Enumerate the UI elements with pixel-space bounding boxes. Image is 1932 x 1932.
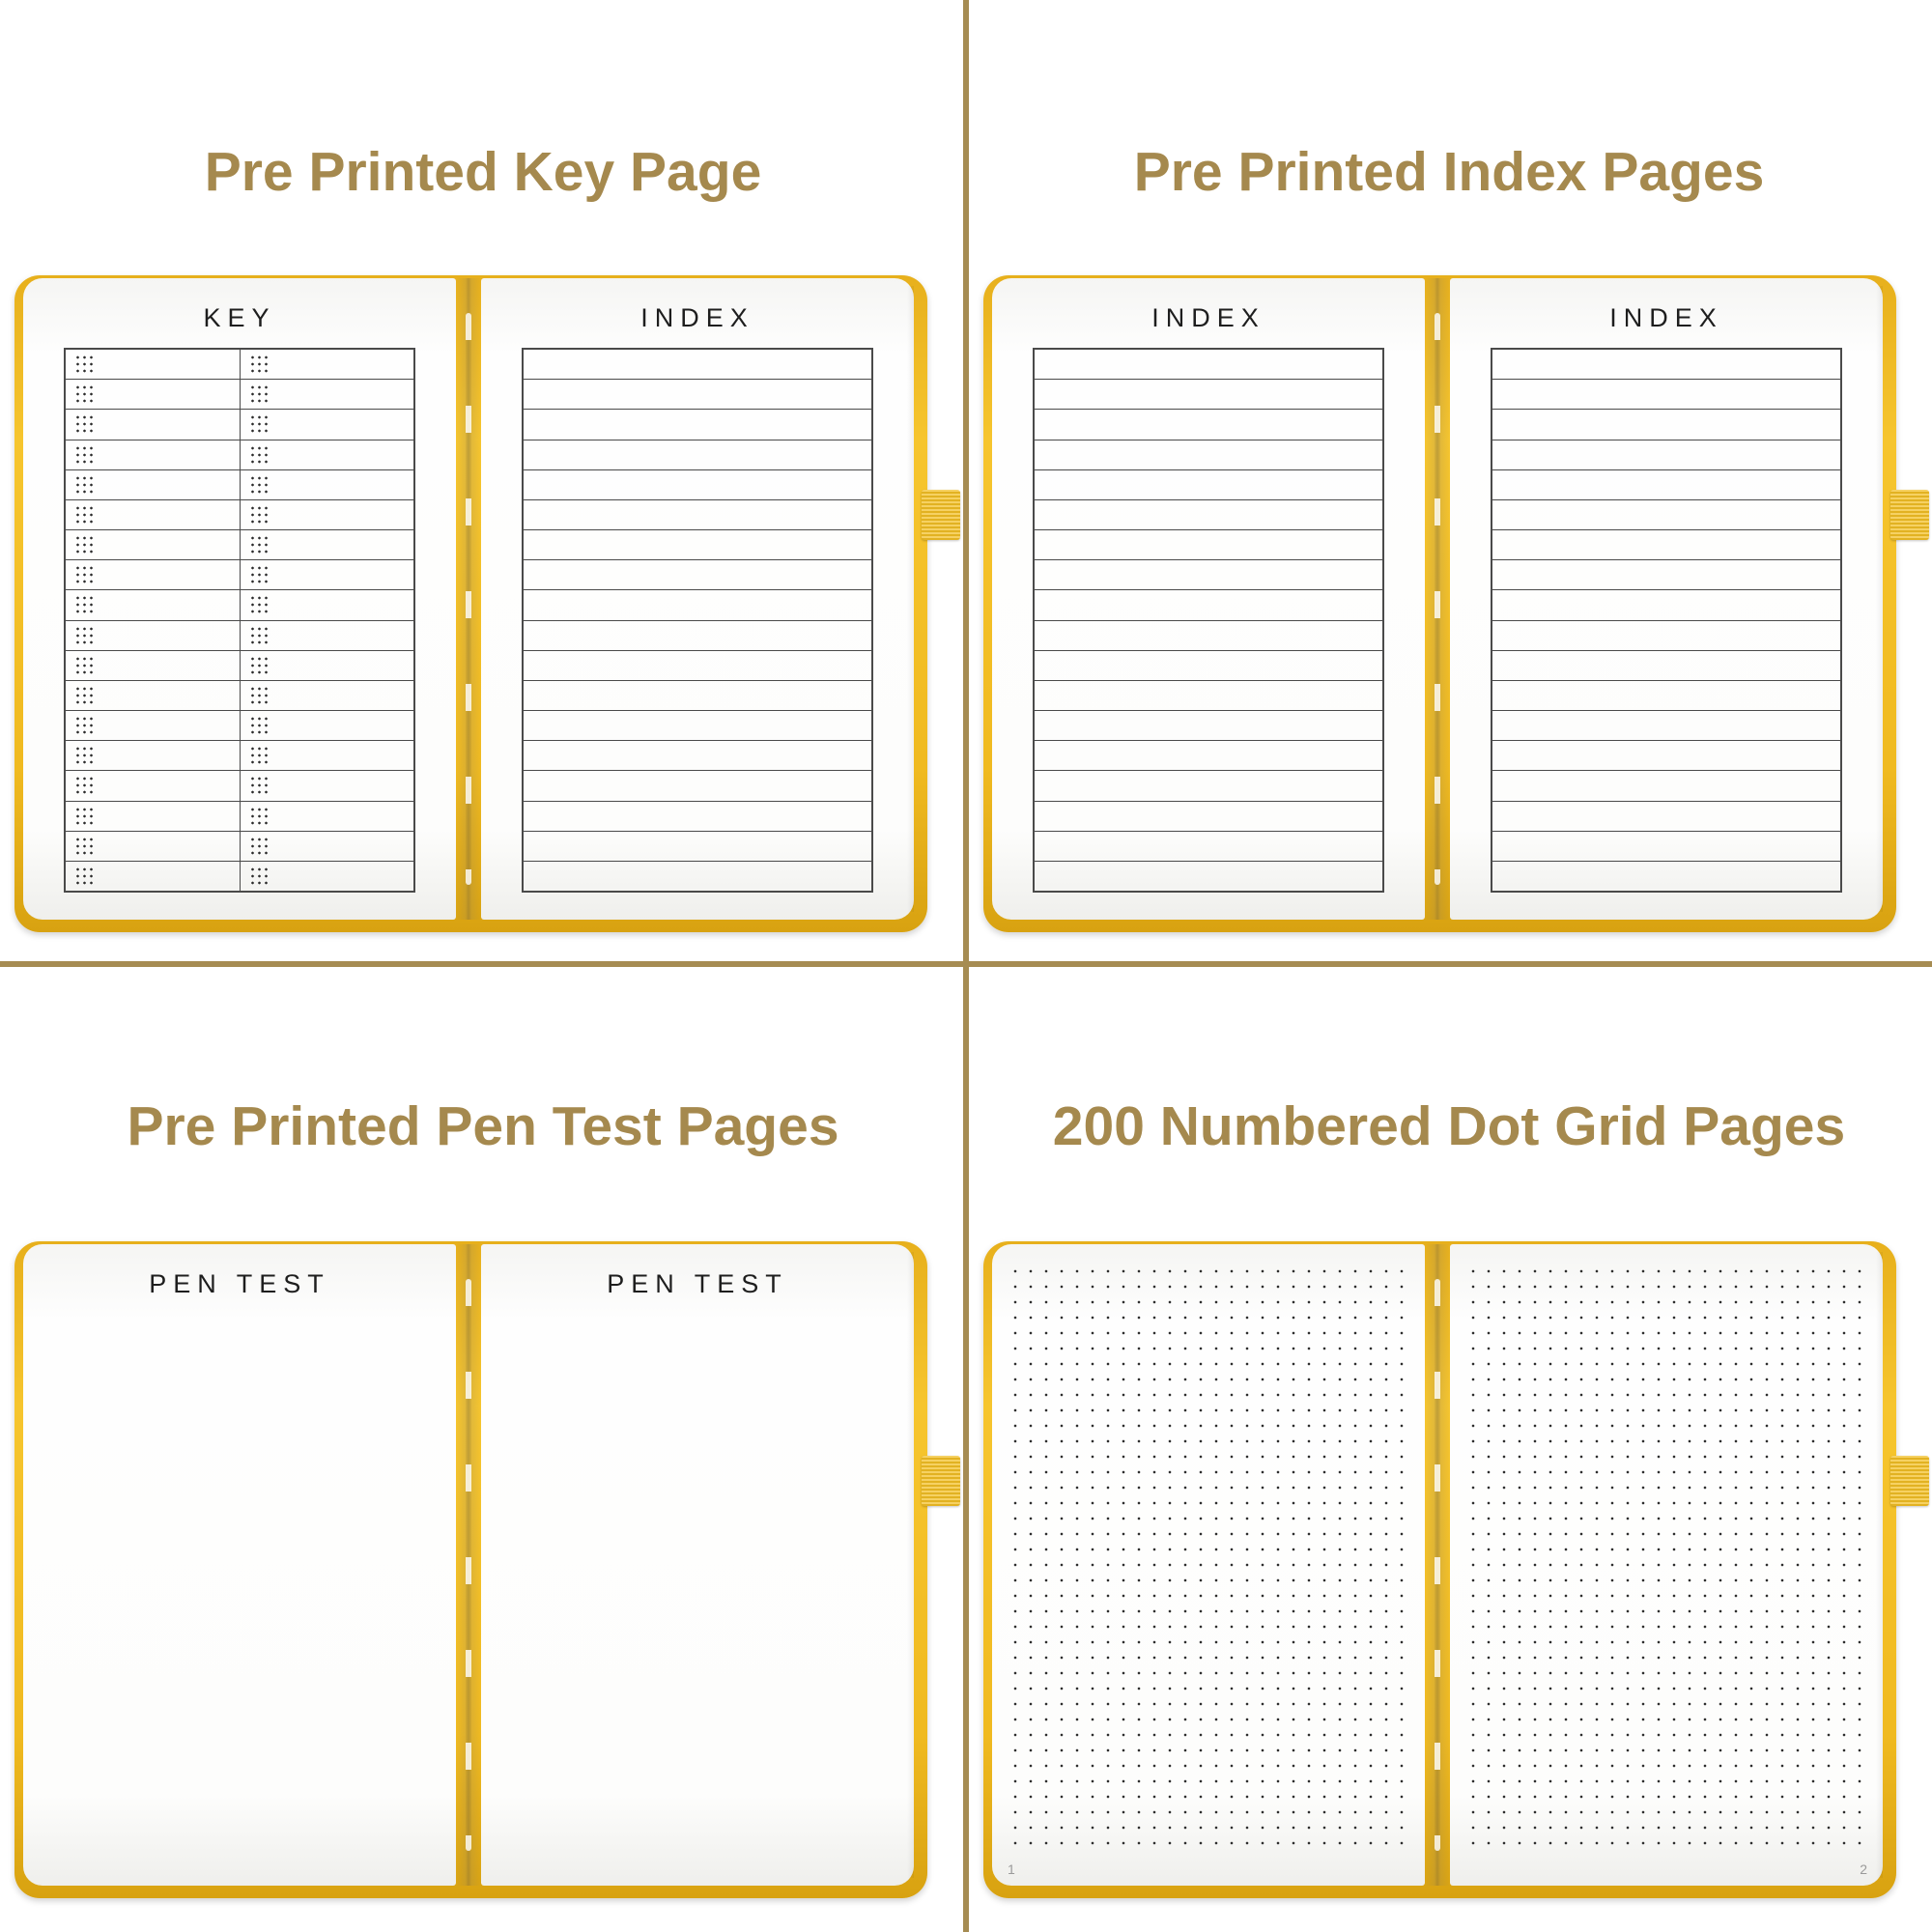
key-table-row xyxy=(66,801,413,831)
index-table-row xyxy=(1035,620,1382,650)
pen-loop xyxy=(922,1456,960,1506)
key-table-cell xyxy=(240,410,414,439)
dot-grid-icon xyxy=(249,716,270,736)
index-table-row xyxy=(1492,559,1840,589)
index-table-row xyxy=(524,409,871,439)
section-title-key-page: Pre Printed Key Page xyxy=(204,141,762,204)
index-page-header: INDEX xyxy=(1609,303,1723,332)
index-table xyxy=(1033,348,1384,893)
key-table-row xyxy=(66,559,413,589)
key-table-cell xyxy=(240,651,414,680)
notebook-seam xyxy=(1425,278,1450,920)
key-table-cell xyxy=(240,681,414,710)
key-table-row xyxy=(66,650,413,680)
key-page-header: KEY xyxy=(203,303,276,332)
index-table-cell xyxy=(1035,741,1382,770)
index-table-row xyxy=(1035,409,1382,439)
index-table-row xyxy=(524,770,871,800)
pen-test-page-header: PEN TEST xyxy=(607,1269,788,1298)
index-table-cell xyxy=(1492,350,1840,379)
notebook-seam xyxy=(456,278,481,920)
index-table-cell xyxy=(1492,470,1840,499)
index-table-cell xyxy=(1492,530,1840,559)
index-table-row xyxy=(1492,801,1840,831)
index-table-cell xyxy=(1035,621,1382,650)
index-page-header: INDEX xyxy=(1151,303,1265,332)
dot-grid-icon xyxy=(74,595,95,615)
key-table-cell xyxy=(66,621,240,650)
key-table-row xyxy=(66,379,413,409)
index-table-row xyxy=(524,559,871,589)
dot-grid-icon xyxy=(74,716,95,736)
index-table-cell xyxy=(524,530,871,559)
dot-grid-icon xyxy=(249,655,270,675)
index-table-row xyxy=(1035,589,1382,619)
index-table-row xyxy=(524,350,871,379)
index-table-row xyxy=(1035,559,1382,589)
index-table-row xyxy=(524,589,871,619)
horizontal-divider xyxy=(0,961,1932,967)
index-page-left xyxy=(992,278,1425,920)
index-table-row xyxy=(524,710,871,740)
index-table-row xyxy=(1035,801,1382,831)
index-table-row xyxy=(1492,650,1840,680)
pen-test-page-right xyxy=(481,1244,914,1886)
index-table xyxy=(522,348,873,893)
index-table-row xyxy=(524,529,871,559)
dot-grid-icon xyxy=(249,685,270,705)
index-table-row xyxy=(1035,831,1382,861)
dot-grid-pattern xyxy=(1004,1260,1413,1853)
index-table-row xyxy=(524,740,871,770)
dot-grid-icon xyxy=(74,504,95,525)
key-table-cell xyxy=(240,560,414,589)
index-table-cell xyxy=(524,500,871,529)
notebook-pen-test-spread xyxy=(14,1241,927,1898)
pen-test-page-left xyxy=(23,1244,456,1886)
key-table-row xyxy=(66,529,413,559)
key-table-row xyxy=(66,350,413,379)
index-table-row xyxy=(1492,350,1840,379)
index-table-row xyxy=(1492,499,1840,529)
index-table-cell xyxy=(1492,621,1840,650)
index-table-row xyxy=(524,650,871,680)
index-table-cell xyxy=(1035,500,1382,529)
dot-grid-icon xyxy=(249,474,270,495)
dot-grid-icon xyxy=(249,867,270,887)
index-table-cell xyxy=(1492,802,1840,831)
index-table-cell xyxy=(524,651,871,680)
key-table-cell xyxy=(240,470,414,499)
index-table-row xyxy=(1492,620,1840,650)
index-table-cell xyxy=(524,681,871,710)
key-table-cell xyxy=(66,410,240,439)
key-table-cell xyxy=(66,530,240,559)
dot-grid-icon xyxy=(249,625,270,645)
index-page-right xyxy=(1450,278,1883,920)
index-table-row xyxy=(1035,379,1382,409)
key-table-cell xyxy=(240,590,414,619)
index-table-cell xyxy=(1035,832,1382,861)
notebook-dot-grid-spread xyxy=(983,1241,1896,1898)
index-table-row xyxy=(524,801,871,831)
index-table-cell xyxy=(1492,500,1840,529)
index-table-row xyxy=(1492,469,1840,499)
key-table-cell xyxy=(66,771,240,800)
key-table-row xyxy=(66,710,413,740)
index-table-cell xyxy=(524,741,871,770)
key-table-cell xyxy=(66,500,240,529)
index-table-row xyxy=(524,499,871,529)
dot-grid-icon xyxy=(249,504,270,525)
index-table-cell xyxy=(524,380,871,409)
dot-grid-icon xyxy=(249,565,270,585)
key-table-cell xyxy=(66,470,240,499)
key-table-row xyxy=(66,770,413,800)
index-table-cell xyxy=(1492,741,1840,770)
index-table-cell xyxy=(524,832,871,861)
key-table-cell xyxy=(240,862,414,891)
key-table-cell xyxy=(66,380,240,409)
key-table-cell xyxy=(240,771,414,800)
key-table-cell xyxy=(66,681,240,710)
index-table-row xyxy=(1492,409,1840,439)
dot-grid-page-right xyxy=(1450,1244,1883,1886)
index-table-row xyxy=(1492,680,1840,710)
index-table-cell xyxy=(524,802,871,831)
key-table-row xyxy=(66,740,413,770)
index-table-row xyxy=(1035,499,1382,529)
index-table-row xyxy=(1492,710,1840,740)
index-table-cell xyxy=(524,560,871,589)
key-table-cell xyxy=(66,590,240,619)
index-table-row xyxy=(1492,529,1840,559)
key-table-cell xyxy=(240,380,414,409)
key-table-cell xyxy=(240,350,414,379)
index-table-row xyxy=(1492,861,1840,891)
notebook-seam xyxy=(456,1244,481,1886)
index-table-row xyxy=(1492,379,1840,409)
key-table-cell xyxy=(66,741,240,770)
notebook-key-spread xyxy=(14,275,927,932)
dot-grid-icon xyxy=(249,384,270,405)
key-page xyxy=(23,278,456,920)
index-table-cell xyxy=(1492,681,1840,710)
index-table-row xyxy=(1492,740,1840,770)
page-number: 1 xyxy=(1008,1861,1015,1877)
index-table-cell xyxy=(524,470,871,499)
index-table-cell xyxy=(1035,440,1382,469)
key-table-row xyxy=(66,469,413,499)
index-table-cell xyxy=(1492,862,1840,891)
index-table-cell xyxy=(524,440,871,469)
index-table-row xyxy=(1035,710,1382,740)
index-page xyxy=(481,278,914,920)
key-table-row xyxy=(66,861,413,891)
index-table-row xyxy=(524,620,871,650)
dot-grid-icon xyxy=(249,444,270,465)
index-table-row xyxy=(524,861,871,891)
index-table-row xyxy=(1035,469,1382,499)
index-table-cell xyxy=(1035,410,1382,439)
key-table-cell xyxy=(240,440,414,469)
key-table-cell xyxy=(66,832,240,861)
dot-grid-pattern xyxy=(1462,1260,1871,1853)
dot-grid-icon xyxy=(74,535,95,555)
index-table-row xyxy=(524,469,871,499)
key-table-cell xyxy=(240,802,414,831)
key-table-cell xyxy=(240,832,414,861)
index-table-cell xyxy=(1035,380,1382,409)
key-table-row xyxy=(66,589,413,619)
dot-grid-icon xyxy=(74,836,95,856)
index-table-cell xyxy=(1492,711,1840,740)
index-table-row xyxy=(1492,831,1840,861)
index-table-cell xyxy=(1492,410,1840,439)
index-table-cell xyxy=(1492,590,1840,619)
index-table xyxy=(1491,348,1842,893)
notebook-index-spread xyxy=(983,275,1896,932)
pen-loop xyxy=(1890,490,1929,540)
index-table-cell xyxy=(1035,530,1382,559)
index-table-cell xyxy=(1035,651,1382,680)
index-table-row xyxy=(1035,350,1382,379)
dot-grid-icon xyxy=(249,746,270,766)
index-table-row xyxy=(1035,861,1382,891)
index-table-cell xyxy=(1035,771,1382,800)
section-title-dot-grid-pages: 200 Numbered Dot Grid Pages xyxy=(1052,1095,1846,1158)
pen-loop xyxy=(1890,1456,1929,1506)
index-table-row xyxy=(1035,770,1382,800)
dot-grid-icon xyxy=(74,746,95,766)
index-table-cell xyxy=(1035,560,1382,589)
index-table-cell xyxy=(524,590,871,619)
key-table-row xyxy=(66,831,413,861)
dot-grid-icon xyxy=(74,355,95,375)
index-table-cell xyxy=(1035,802,1382,831)
index-table-cell xyxy=(1492,832,1840,861)
key-table-cell xyxy=(66,711,240,740)
index-table-row xyxy=(1035,529,1382,559)
index-table-row xyxy=(524,379,871,409)
index-table-row xyxy=(1035,680,1382,710)
key-table xyxy=(64,348,415,893)
section-title-pen-test-pages: Pre Printed Pen Test Pages xyxy=(127,1095,839,1158)
dot-grid-icon xyxy=(74,625,95,645)
dot-grid-icon xyxy=(74,685,95,705)
index-table-cell xyxy=(524,621,871,650)
index-page-header: INDEX xyxy=(640,303,754,332)
dot-grid-icon xyxy=(74,776,95,796)
index-table-row xyxy=(524,831,871,861)
dot-grid-icon xyxy=(249,414,270,435)
index-table-cell xyxy=(524,862,871,891)
section-title-index-pages: Pre Printed Index Pages xyxy=(1133,141,1765,204)
index-table-cell xyxy=(1035,862,1382,891)
page-number: 2 xyxy=(1860,1861,1867,1877)
index-table-cell xyxy=(1492,380,1840,409)
index-table-cell xyxy=(1035,590,1382,619)
index-table-row xyxy=(1492,770,1840,800)
dot-grid-icon xyxy=(249,355,270,375)
key-table-row xyxy=(66,499,413,529)
pen-loop xyxy=(922,490,960,540)
index-table-cell xyxy=(524,410,871,439)
index-table-cell xyxy=(1035,681,1382,710)
dot-grid-icon xyxy=(74,384,95,405)
index-table-cell xyxy=(1492,440,1840,469)
index-table-cell xyxy=(1035,350,1382,379)
key-table-cell xyxy=(240,500,414,529)
index-table-row xyxy=(524,680,871,710)
index-table-row xyxy=(1492,440,1840,469)
dot-grid-icon xyxy=(74,474,95,495)
dot-grid-icon xyxy=(74,867,95,887)
key-table-row xyxy=(66,440,413,469)
index-table-row xyxy=(524,440,871,469)
dot-grid-icon xyxy=(74,444,95,465)
dot-grid-icon xyxy=(74,565,95,585)
key-table-cell xyxy=(66,440,240,469)
key-table-cell xyxy=(240,621,414,650)
key-table-row xyxy=(66,409,413,439)
key-table-cell xyxy=(240,530,414,559)
key-table-cell xyxy=(66,802,240,831)
key-table-cell xyxy=(66,862,240,891)
dot-grid-icon xyxy=(249,595,270,615)
index-table-cell xyxy=(1035,470,1382,499)
index-table-row xyxy=(1492,589,1840,619)
index-table-cell xyxy=(1492,560,1840,589)
notebook-seam xyxy=(1425,1244,1450,1886)
index-table-row xyxy=(1035,440,1382,469)
dot-grid-icon xyxy=(249,535,270,555)
index-table-cell xyxy=(1035,711,1382,740)
key-table-cell xyxy=(66,560,240,589)
dot-grid-icon xyxy=(249,806,270,826)
key-table-row xyxy=(66,620,413,650)
index-table-cell xyxy=(524,771,871,800)
dot-grid-page-left xyxy=(992,1244,1425,1886)
index-table-cell xyxy=(524,350,871,379)
index-table-row xyxy=(1035,650,1382,680)
index-table-cell xyxy=(1492,651,1840,680)
key-table-cell xyxy=(240,741,414,770)
pen-test-page-header: PEN TEST xyxy=(149,1269,330,1298)
key-table-cell xyxy=(66,350,240,379)
index-table-cell xyxy=(524,711,871,740)
dot-grid-icon xyxy=(249,836,270,856)
dot-grid-icon xyxy=(74,414,95,435)
dot-grid-icon xyxy=(74,655,95,675)
key-table-cell xyxy=(240,711,414,740)
index-table-cell xyxy=(1492,771,1840,800)
key-table-cell xyxy=(66,651,240,680)
index-table-row xyxy=(1035,740,1382,770)
key-table-row xyxy=(66,680,413,710)
dot-grid-icon xyxy=(249,776,270,796)
dot-grid-icon xyxy=(74,806,95,826)
